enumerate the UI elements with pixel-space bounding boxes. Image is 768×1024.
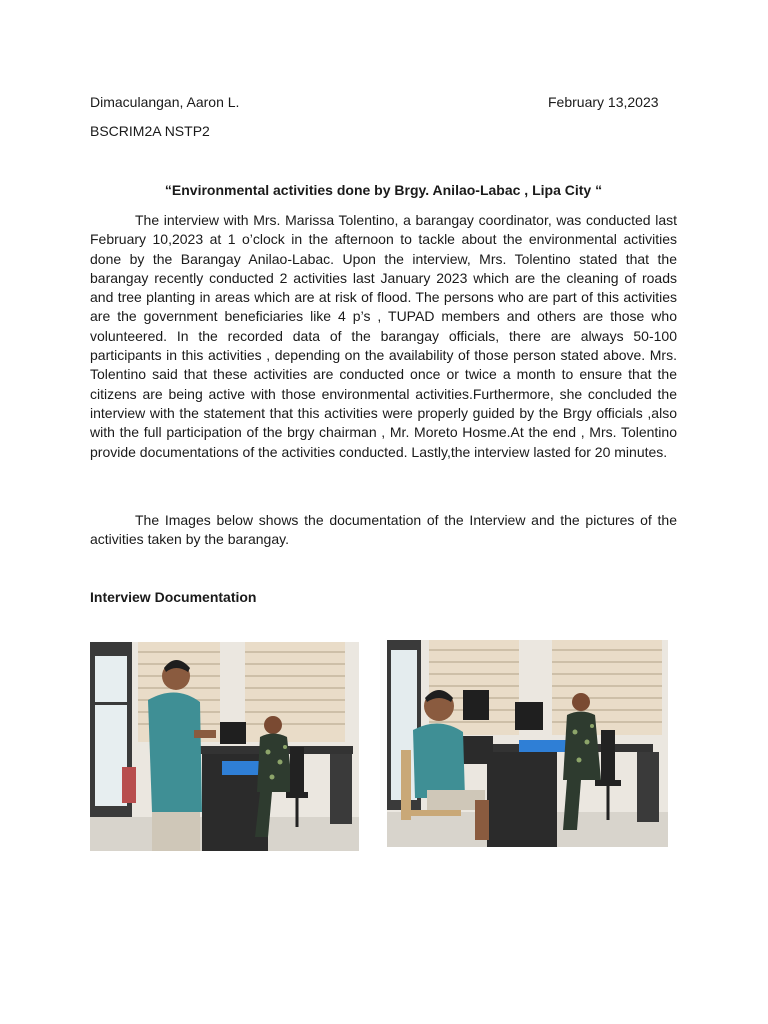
photo-illustration xyxy=(90,642,359,851)
body-paragraph-images-intro: The Images below shows the documentation of the Interview and the pictures of the activities taken by the barangay. xyxy=(90,512,677,548)
interview-photo-seated xyxy=(387,640,668,847)
photo-illustration xyxy=(387,640,668,847)
body-paragraph-interview: The interview with Mrs. Marissa Tolentino, a barangay coordinator, was conducted last February 10,2023 at 1 o’clock in the afternoon to tackle about the environmental activities done by the Barangay Anilao-Labac. Upon the interview, Mrs. Tolentino stated that the barangay recently conducted 2 activities last January 2023 which are the cleaning of roads and tree planting in areas which are at risk of flood. The persons who are part of this activities are the government beneficiaries like 4 p’s , TUPAD members and others are those who volunteered. In the recorded data of the barangay officials, there are always 50-100 participants in this activities , depending on the availability of those person stated above. Mrs. Tolentino said that these activities are conducted once or twice a month to ensure that the citizens are being active with those environmental activities.Furthermore, she concluded the interview with the statement that this activities were properly guided by the Brgy officials ,also with the full participation of the brgy chairman , Mr. Moreto Hosme.At the end , Mrs. Tolentino provide documentations of the activities conducted. Lastly,the interview lasted for 20 minutes. xyxy=(90,212,677,460)
section-heading-interview-documentation: Interview Documentation xyxy=(90,589,257,605)
document-title: “Environmental activities done by Brgy. Anilao-Labac , Lipa City “ xyxy=(164,182,603,198)
course-section: BSCRIM2A NSTP2 xyxy=(90,123,210,139)
document-date: February 13,2023 xyxy=(548,94,659,110)
author-name: Dimaculangan, Aaron L. xyxy=(90,94,240,110)
interview-photo-standing xyxy=(90,642,359,851)
